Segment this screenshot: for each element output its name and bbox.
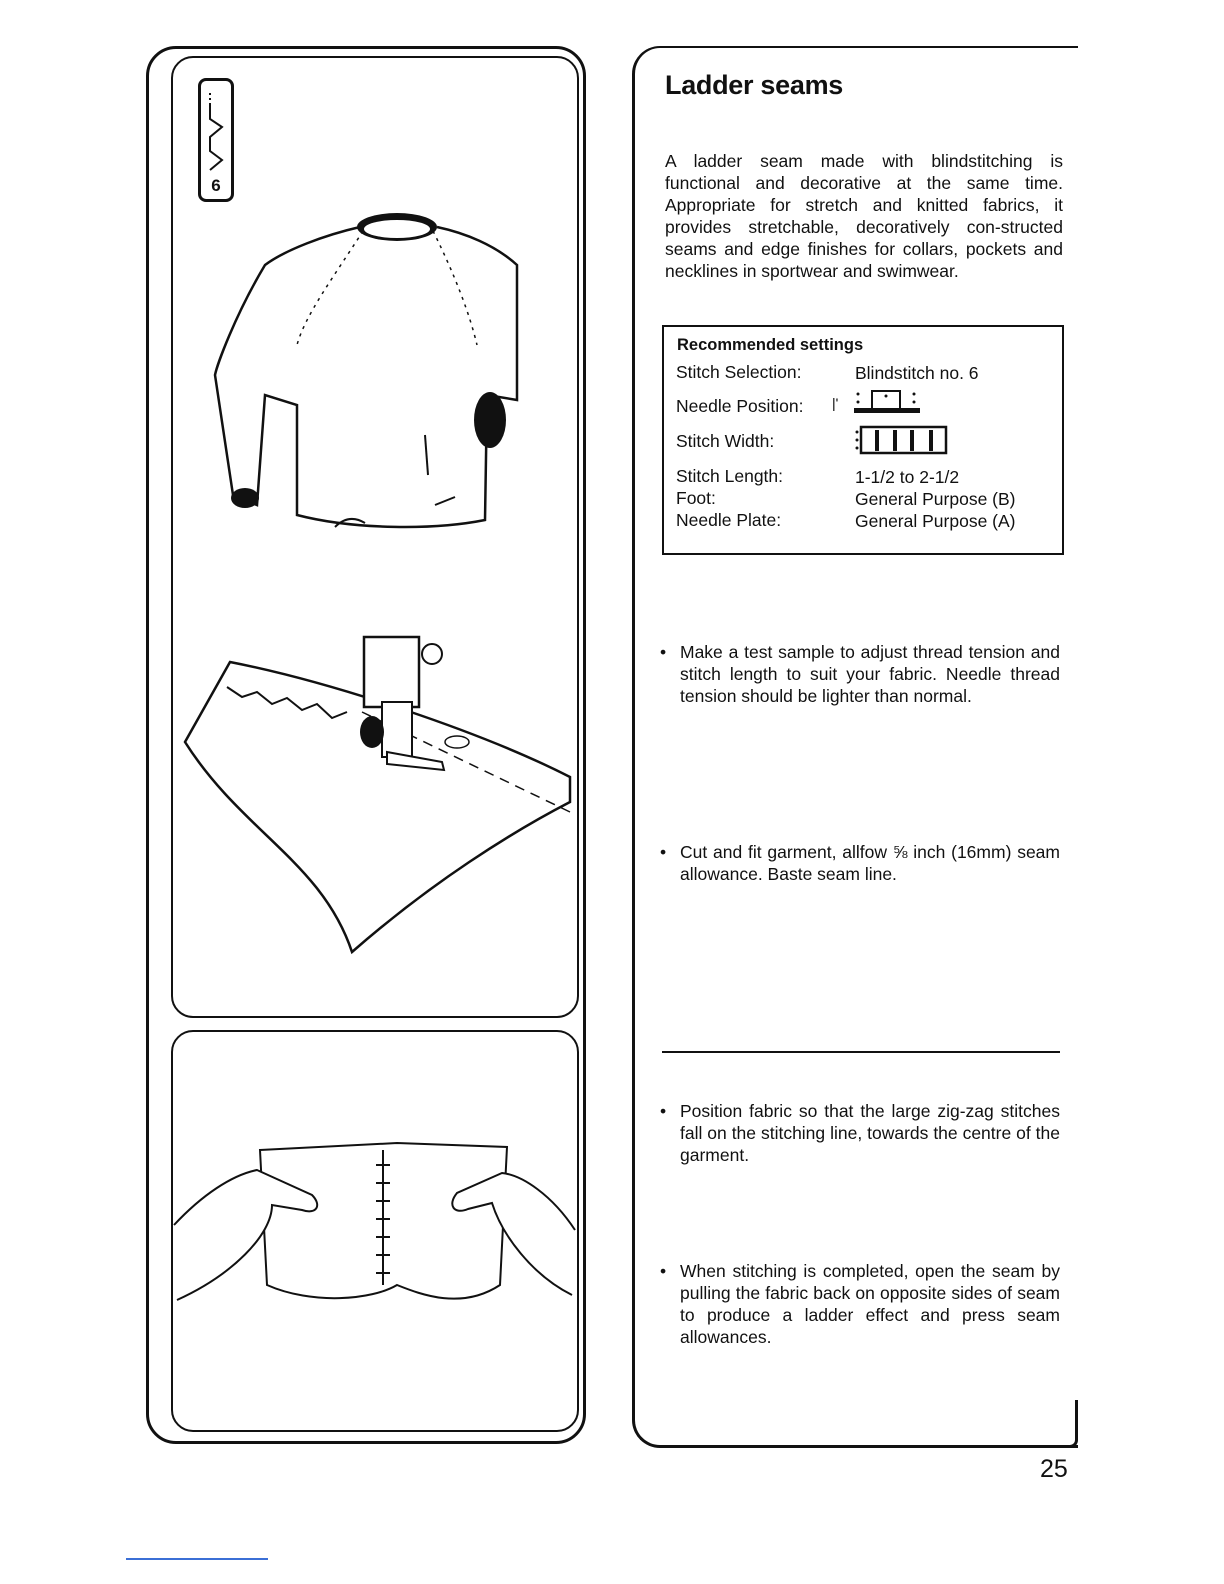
bullet-marker: • [660, 1101, 667, 1121]
step-text: Cut and fit garment, allfow ⅝ inch (16mm) seam allowance. Baste seam line. [680, 842, 1060, 884]
bullet-marker: • [660, 1261, 667, 1281]
page-number: 25 [1040, 1455, 1068, 1483]
step-text: When stitching is completed, open the seam by pulling the fabric back on opposite sides of seam to produce a ladder effect and press seam allowances. [680, 1261, 1060, 1347]
setting-label-needle-plate: Needle Plate: [676, 510, 782, 530]
bullet-marker: • [660, 642, 667, 662]
stitch-width-icon [855, 424, 950, 456]
setting-label-stitch-width: Stitch Width: [676, 431, 775, 451]
section-divider [662, 1051, 1060, 1053]
step-text: Position fabric so that the large zig-zag stitches fall on the stitching line, towards the centre of the garment. [680, 1101, 1060, 1165]
setting-label-needle-position: Needle Position: [676, 396, 804, 416]
footer-link-underline[interactable] [126, 1558, 268, 1560]
section-title: Ladder seams [665, 70, 843, 100]
blindstitch-pattern-icon [201, 85, 231, 175]
setting-value-foot: General Purpose (B) [855, 489, 1016, 509]
step-text: Make a test sample to adjust thread tension and stitch length to suit your fabric. Needle thread tension should be lighter than normal. [680, 642, 1060, 706]
text-column-frame-corner [1070, 1400, 1078, 1448]
stitch-number: 6 [211, 176, 221, 195]
bullet-marker: • [660, 842, 667, 862]
setting-label-stitch-length: Stitch Length: [676, 466, 784, 486]
sweater-illustration [205, 205, 535, 545]
settings-title: Recommended settings [677, 336, 864, 354]
sewing-foot-illustration [182, 632, 577, 962]
setting-value-stitch-selection: Blindstitch no. 6 [855, 363, 979, 383]
setting-value-stitch-length: 1-1/2 to 2-1/2 [855, 467, 960, 487]
setting-label-foot: Foot: [676, 488, 716, 508]
needle-position-icon [832, 386, 932, 416]
svg-text:|': |' [832, 395, 839, 411]
section-intro: A ladder seam made with blindstitching is functional and decorative at the same time. Appropriate for stretch and knitted fabrics, it provides stretchable, decoratively con-structed seams and edge finishes for collars, pockets and necklines in sportwear and swimwear. [665, 151, 1063, 281]
setting-value-needle-plate: General Purpose (A) [855, 511, 1016, 531]
hands-ladder-seam-illustration [172, 1135, 577, 1315]
setting-label-stitch-selection: Stitch Selection: [676, 362, 802, 382]
